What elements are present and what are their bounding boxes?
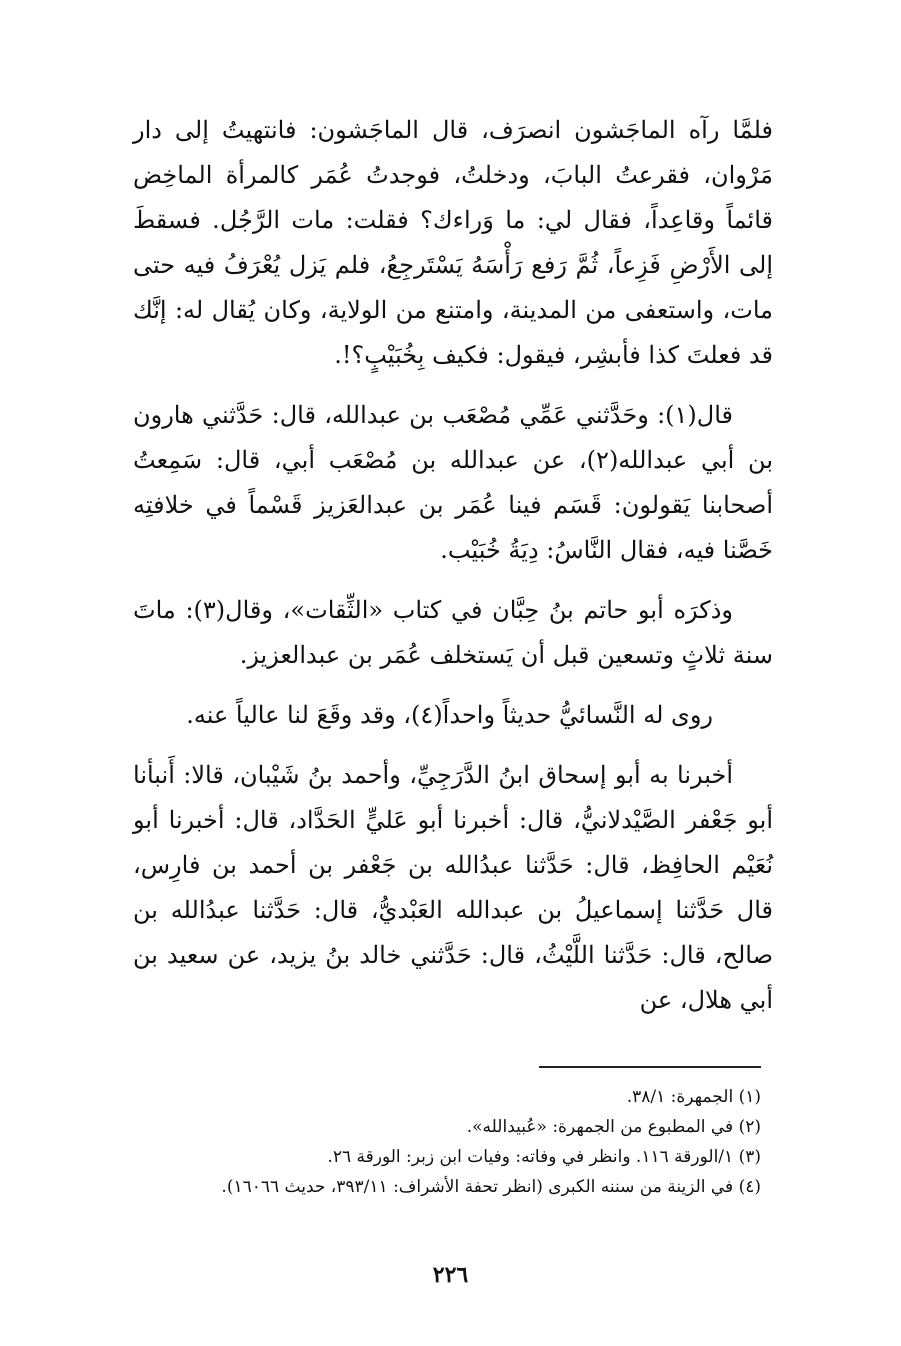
footnote-2: (٢) في المطبوع من الجمهرة: «عُبيدالله».: [466, 1117, 761, 1137]
paragraph-3: وذكرَه أبو حاتم بنُ حِبَّان في كتاب «الثِّقات»، وقال(٣): ماتَ سنة ثلاثٍ وتسعين قبل أن يَستخلف عُمَر بن عبدالعزيز.: [133, 596, 773, 669]
footnote-1: (١) الجمهرة: ٣٨/١.: [626, 1087, 761, 1107]
footnote-divider: [539, 1066, 761, 1068]
paragraph-2: قال(١): وحَدَّثني عَمِّي مُصْعَب بن عبدالله، قال: حَدَّثني هارون بن أبي عبدالله(٢)، عن عبدالله بن مُصْعَب أبي، قال: سَمِعتُ أصحابنا يَقولون: قَسَم فينا عُمَر بن عبدالعَزيز قَسْماً في خلافتِه خَصَّنا فيه، فقال النَّاسُ: دِيَةُ خُبَيْب.: [133, 401, 774, 564]
page-number: ٢٢٦: [432, 1262, 469, 1288]
footnotes: [121, 1082, 761, 1202]
main-text: [133, 108, 773, 1038]
paragraph-1: فلمَّا رآه الماجَشون انصرَف، قال الماجَشون: فانتهيتُ إلى دار مَرْوان، فقرعتُ البابَ، ودخلتُ، فوجدتُ عُمَر كالمرأة الماخِض قائماً وقاعِداً، فقال لي: ما وَراءك؟ فقلت: مات الرَّجُل. فسقطَ إلى الأَرْضِ فَزِعاً، ثُمَّ رَفع رَأْسَهُ يَسْتَرجِعُ، فلم يَزل يُعْرَفُ فيه حتى مات، واستعفى من المدينة، وامتنع من الولاية، وكان يُقال له: إنَّك قد فعلتَ كذا فأبشِر، فيقول: فكيف بِخُبَيْبٍ؟!.: [133, 116, 773, 369]
paragraph-5: أخبرنا به أبو إسحاق ابنُ الدَّرَجِيِّ، وأحمد بنُ شَيْبان، قالا: أَنبأنا أبو جَعْفر الصَّيْدلانيُّ، قال: أخبرنا أبو عَليٍّ الحَدَّاد، قال: أخبرنا أبو نُعَيْم الحافِظ، قال: حَدَّثنا عبدُالله بن جَعْفر بن أحمد بن فارِس، قال حَدَّثنا إسماعيلُ بن عبدالله العَبْديُّ، قال: حَدَّثنا عبدُالله بن صالح، قال: حَدَّثنا اللَّيْثُ، قال: حَدَّثني خالد بنُ يزيد، عن سعيد بن أبي هلال، عن: [133, 761, 773, 1014]
footnote-4: (٤) في الزينة من سننه الكبرى (انظر تحفة الأشراف: ٣٩٣/١١، حديث ١٦٠٦٦).: [221, 1177, 761, 1197]
paragraph-4: روى له النَّسائيُّ حديثاً واحداً(٤)، وقد وقَعَ لنا عالياً عنه.: [186, 701, 713, 729]
footnote-3: (٣) ١/الورقة ١١٦. وانظر في وفاته: وفيات ابن زبر: الورقة ٢٦.: [327, 1147, 761, 1167]
